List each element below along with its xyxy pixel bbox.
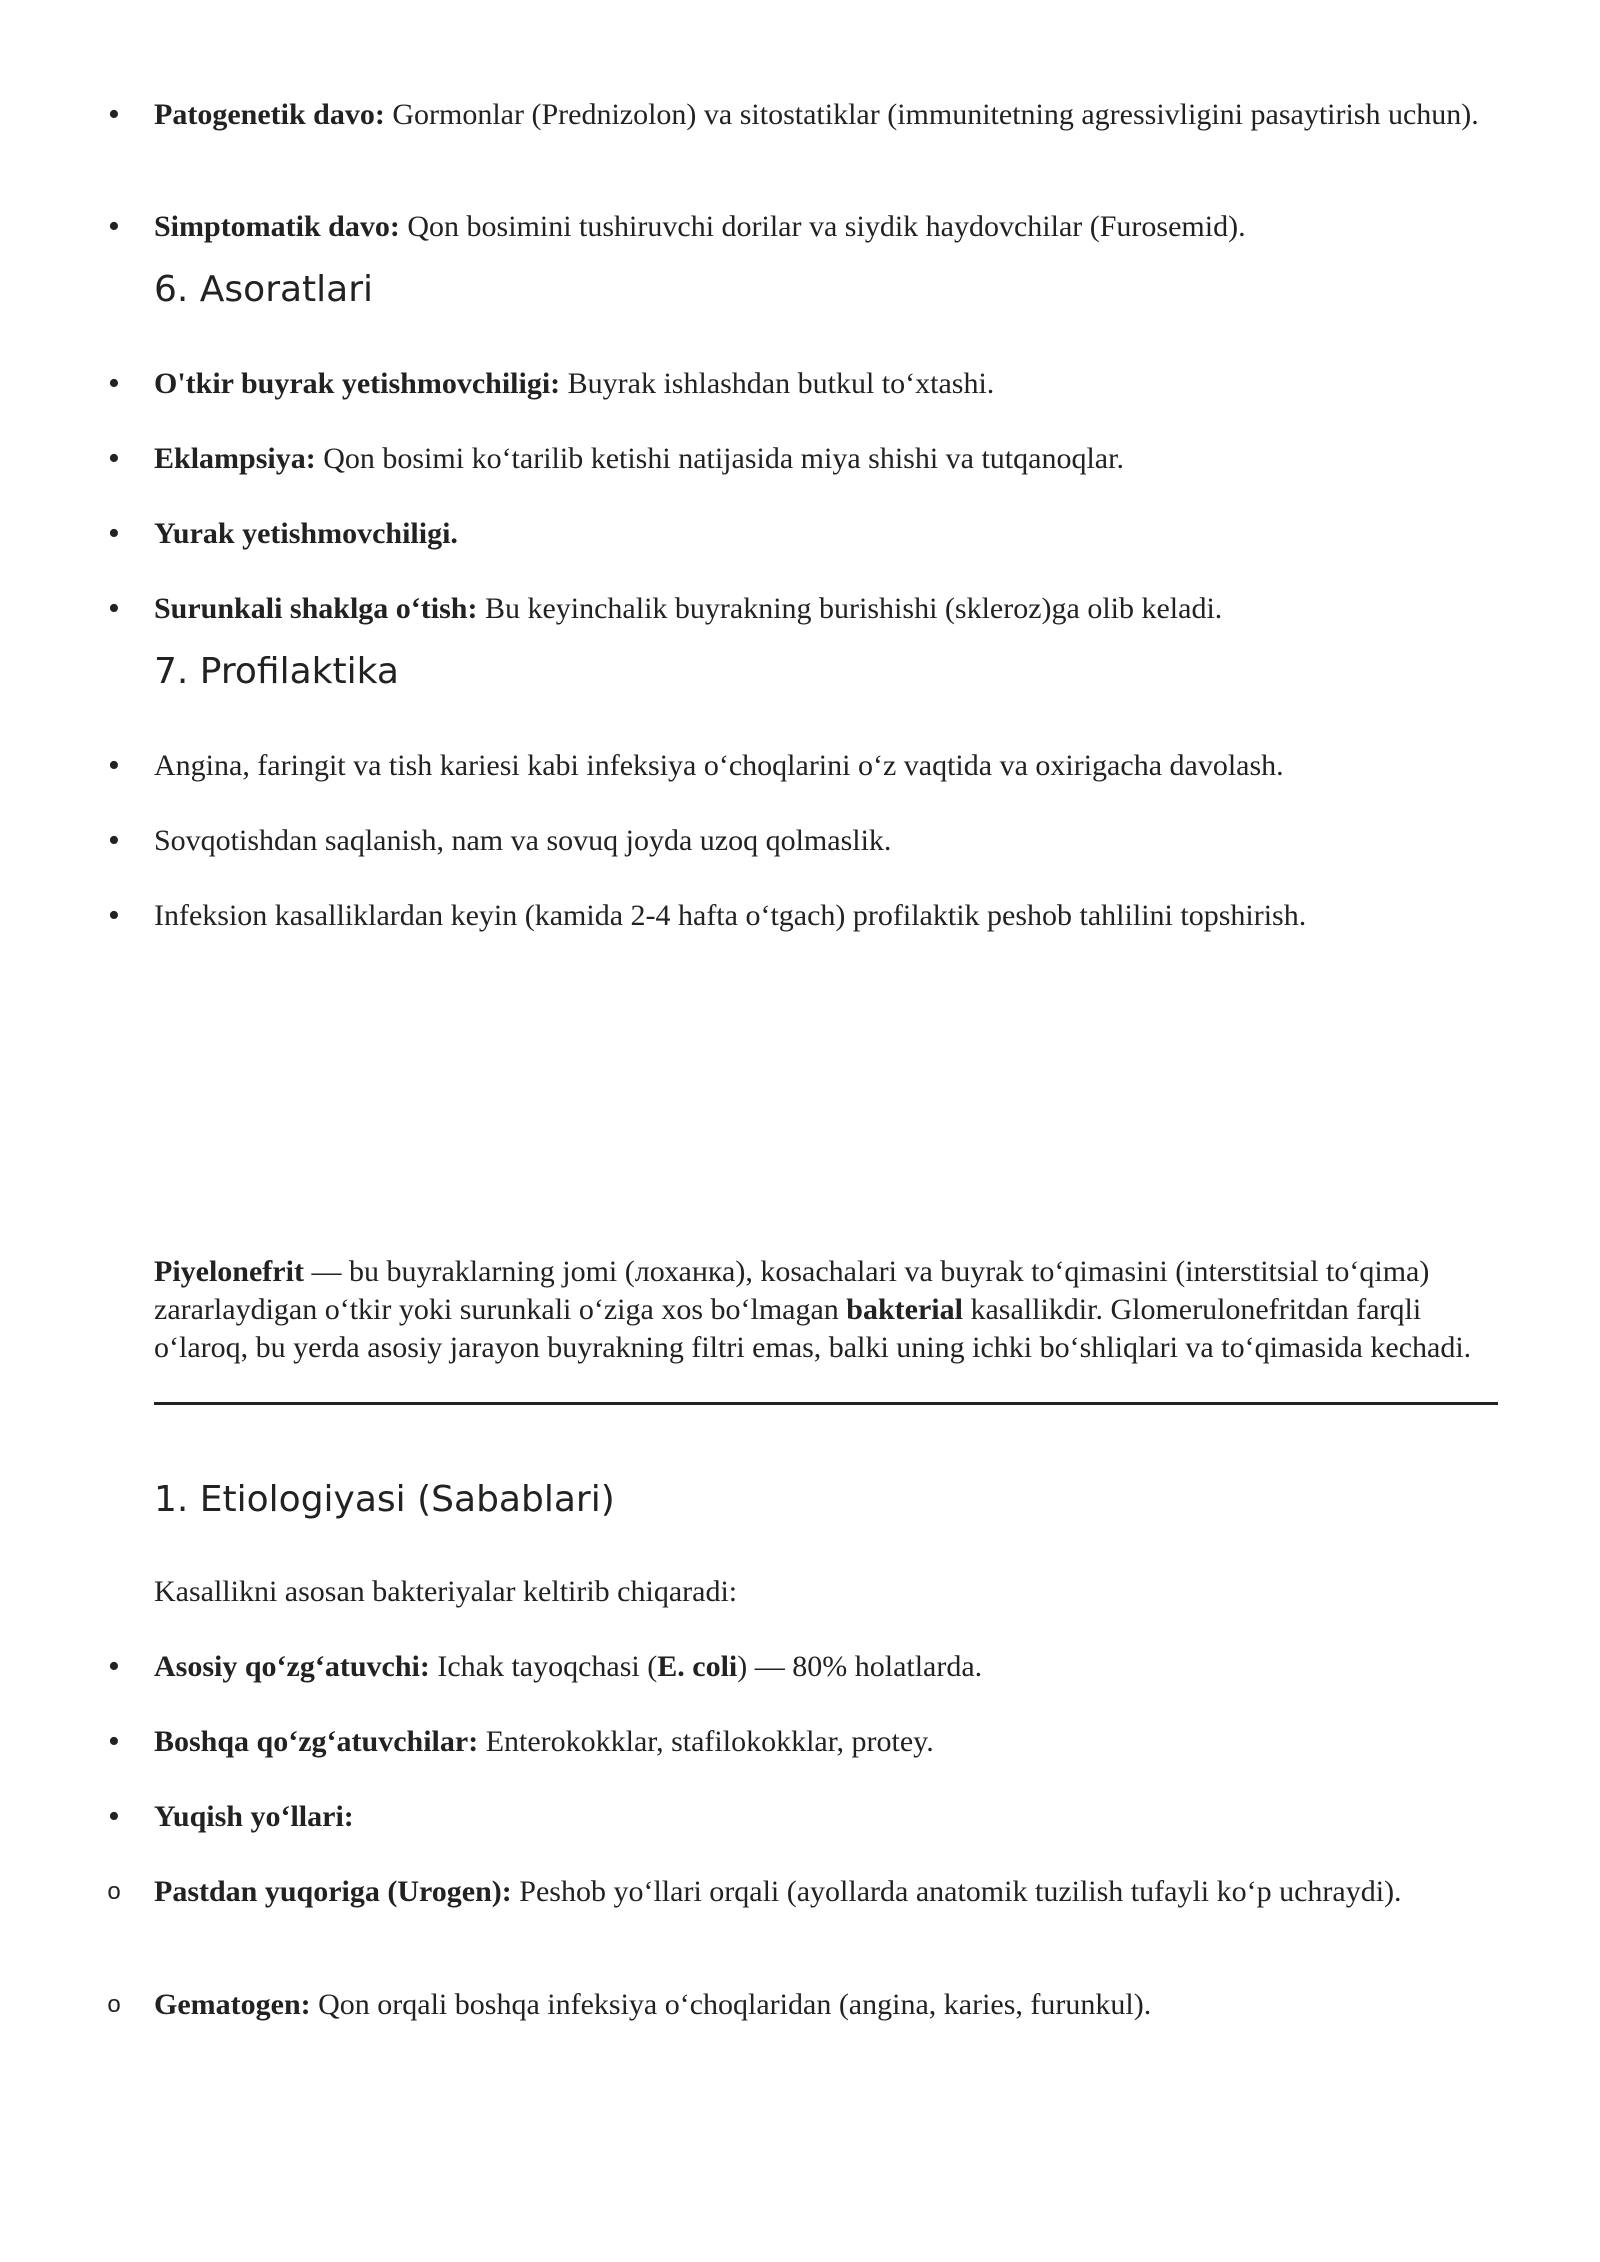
- bullet-icon: [104, 1648, 124, 1687]
- bullet-icon: [104, 365, 124, 404]
- bullet-icon: [104, 440, 124, 479]
- bullet-icon: [104, 208, 124, 247]
- term: Surunkali shaklga o‘tish:: [154, 592, 478, 625]
- description: Qon bosimi ko‘tarilib ketishi natijasida miya shishi va tutqanoqlar.: [315, 442, 1124, 475]
- description: Sovqotishdan saqlanish, nam va sovuq joyda uzoq qolmaslik.: [154, 824, 892, 857]
- bullet-icon: [104, 515, 124, 554]
- term: Asosiy qo‘zg‘atuvchi:: [154, 1650, 430, 1683]
- term: Gematogen:: [154, 1988, 311, 2021]
- description: Gormonlar (Prednizolon) va sitostatiklar (immunitetning agressivligini pasaytirish uchun).: [384, 98, 1479, 131]
- term: Eklampsiya:: [154, 442, 316, 475]
- term: O'tkir buyrak yetishmovchiligi:: [154, 367, 561, 400]
- list-item-complication: [154, 515, 1494, 553]
- description: Ichak tayoqchasi (: [429, 1650, 658, 1683]
- intro-paragraph: [154, 1253, 1494, 1367]
- description: Bu keyinchalik buyrakning burishishi (skleroz)ga olib keladi.: [477, 592, 1223, 625]
- bullet-icon: [104, 1798, 124, 1837]
- list-item-complication: [154, 590, 1494, 628]
- bullet-icon: [104, 822, 124, 861]
- sub-list-item-urogen: [107, 1873, 1494, 1911]
- list-item-complication: [154, 440, 1494, 478]
- bullet-icon: [104, 747, 124, 786]
- bullet-icon: [104, 96, 124, 135]
- list-item-complication: [154, 365, 1494, 403]
- section-heading-etiology: 1. Etiologiyasi (Sabablari): [154, 1479, 615, 1520]
- sub-list-item-hematogen: [107, 1986, 1494, 2024]
- term: Simptomatik davo:: [154, 210, 400, 243]
- circle-bullet-icon: o: [107, 1991, 121, 2018]
- description: Qon bosimini tushiruvchi dorilar va siydik haydovchilar (Furosemid).: [399, 210, 1246, 243]
- list-item-symptomatic-treatment: [154, 208, 1494, 246]
- description: Enterokokklar, stafilokokklar, protey.: [478, 1725, 934, 1758]
- circle-bullet-icon: o: [107, 1878, 121, 1905]
- description: Peshob yo‘llari orqali (ayollarda anatomik tuzilish tufayli ko‘p uchraydi).: [511, 1875, 1402, 1908]
- list-item-pathogenetic-treatment: [154, 96, 1494, 134]
- term: Pastdan yuqoriga (Urogen):: [154, 1875, 512, 1908]
- bullet-icon: [104, 590, 124, 629]
- term: Piyelonefrit: [154, 1255, 304, 1288]
- list-item-prevention: [154, 897, 1494, 935]
- list-item-prevention: [154, 822, 1494, 860]
- description: Angina, faringit va tish kariesi kabi infeksiya o‘choqlarini o‘z vaqtida va oxirigacha davolash.: [154, 749, 1284, 782]
- term: Patogenetik davo:: [154, 98, 385, 131]
- term: Boshqa qo‘zg‘atuvchilar:: [154, 1725, 479, 1758]
- list-item-routes: [154, 1798, 1494, 1836]
- bold-term: E. coli: [657, 1650, 738, 1683]
- list-item-main-agent: [154, 1648, 1494, 1686]
- list-item-prevention: [154, 747, 1494, 785]
- term: Yuqish yo‘llari:: [154, 1800, 354, 1833]
- bullet-icon: [104, 1723, 124, 1762]
- description: Buyrak ishlashdan butkul to‘xtashi.: [560, 367, 995, 400]
- horizontal-rule: [154, 1402, 1498, 1405]
- list-item-other-agents: [154, 1723, 1494, 1761]
- bullet-icon: [104, 897, 124, 936]
- intro-text-1: — bu buyraklarning jomi (лоханка), kosachalari va buyrak to‘qimasini (interstitsial to‘qima) zararlaydigan o‘tkir yoki surunkali o‘ziga xos bo‘lmagan: [154, 1255, 1430, 1326]
- description: Infeksion kasalliklardan keyin (kamida 2-4 hafta o‘tgach) profilaktik peshob tahlilini topshirish.: [154, 899, 1307, 932]
- intro-text-2: kasallikdir. Glomerulonefritdan farqli o‘laroq, bu yerda asosiy jarayon buyrakning filtri emas, balki uning ichki bo‘shliqlari va to‘qimasida kechadi.: [154, 1293, 1472, 1364]
- bold-term: bakterial: [846, 1293, 963, 1326]
- etiology-lead: Kasallikni asosan bakteriyalar keltirib chiqaradi:: [154, 1575, 738, 1608]
- description: Qon orqali boshqa infeksiya o‘choqlaridan (angina, karies, furunkul).: [310, 1988, 1152, 2021]
- term: Yurak yetishmovchiligi.: [154, 517, 458, 550]
- section-heading-prevention: 7. Profilaktika: [154, 651, 399, 692]
- section-heading-complications: 6. Asoratlari: [154, 269, 374, 310]
- description: ) — 80% holatlarda.: [737, 1650, 983, 1683]
